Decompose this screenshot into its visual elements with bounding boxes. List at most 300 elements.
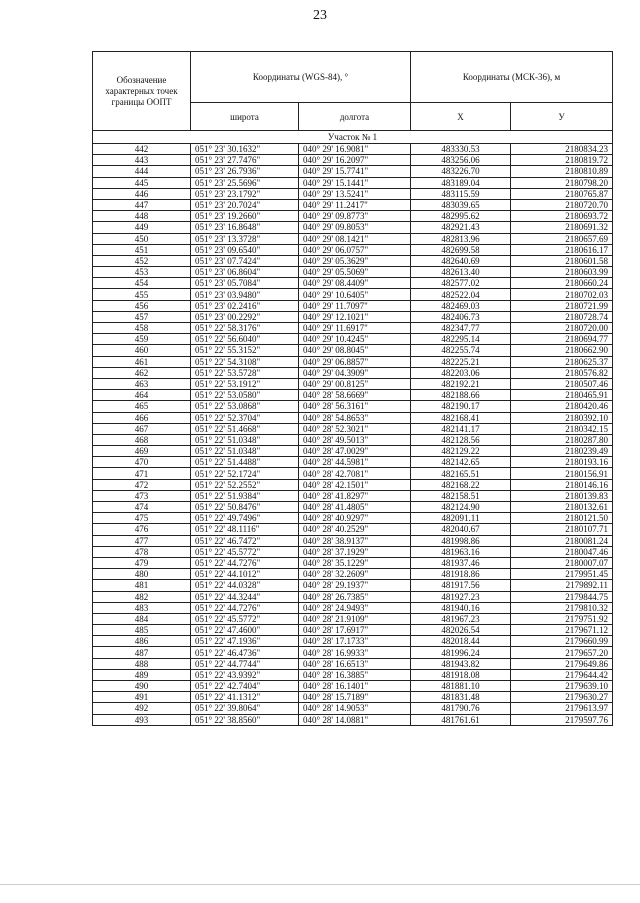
longitude-cell: 040° 29' 11.2417" [299,199,411,210]
table-row [93,345,613,356]
y-cell: 2180047.46 [511,546,613,557]
latitude-cell: 051° 23' 00.2292" [191,311,299,322]
x-cell: 483115.59 [411,188,511,199]
latitude-cell: 051° 22' 53.1912" [191,378,299,389]
y-cell: 2180728.74 [511,311,613,322]
longitude-cell: 040° 28' 26.7385" [299,591,411,602]
y-cell: 2179671.12 [511,625,613,636]
table-row [93,591,613,602]
longitude-cell: 040° 29' 11.6917" [299,323,411,334]
y-cell: 2179892.11 [511,580,613,591]
longitude-cell: 040° 28' 15.7189" [299,692,411,703]
y-cell: 2180601.58 [511,255,613,266]
latitude-cell: 051° 22' 45.5772" [191,546,299,557]
y-cell: 2179657.20 [511,647,613,658]
longitude-cell: 040° 29' 15.7741" [299,166,411,177]
x-cell: 481831.48 [411,692,511,703]
y-cell: 2180507.46 [511,378,613,389]
x-cell: 482469.03 [411,300,511,311]
y-cell: 2180603.99 [511,267,613,278]
x-cell: 482522.04 [411,289,511,300]
x-cell: 481918.86 [411,569,511,580]
table-row [93,289,613,300]
latitude-cell: 051° 22' 44.7276" [191,557,299,568]
latitude-cell: 051° 22' 52.1724" [191,468,299,479]
y-cell: 2180007.07 [511,557,613,568]
y-cell: 2180420.46 [511,401,613,412]
table-row [93,681,613,692]
point-number-cell: 466 [93,412,191,423]
header-longitude: долгота [299,103,411,131]
point-number-cell: 457 [93,311,191,322]
latitude-cell: 051° 22' 44.7744" [191,658,299,669]
y-cell: 2180691.32 [511,222,613,233]
header-point-designation: Обозначение характерных точек границы ООПТ [93,52,191,131]
y-cell: 2180193.16 [511,457,613,468]
latitude-cell: 051° 22' 38.8560" [191,714,299,725]
point-number-cell: 449 [93,222,191,233]
longitude-cell: 040° 29' 10.4245" [299,334,411,345]
y-cell: 2179844.75 [511,591,613,602]
x-cell: 481937.46 [411,557,511,568]
longitude-cell: 040° 28' 24.9493" [299,602,411,613]
x-cell: 482158.51 [411,490,511,501]
table-row [93,378,613,389]
table-row [93,692,613,703]
latitude-cell: 051° 23' 09.6540" [191,244,299,255]
latitude-cell: 051° 22' 41.1312" [191,692,299,703]
point-number-cell: 448 [93,211,191,222]
point-number-cell: 473 [93,490,191,501]
longitude-cell: 040° 28' 52.3021" [299,423,411,434]
point-number-cell: 481 [93,580,191,591]
longitude-cell: 040° 29' 08.4409" [299,278,411,289]
table-row [93,300,613,311]
longitude-cell: 040° 28' 40.9297" [299,513,411,524]
point-number-cell: 442 [93,144,191,155]
table-row [93,434,613,445]
x-cell: 482295.14 [411,334,511,345]
y-cell: 2180156.91 [511,468,613,479]
point-number-cell: 469 [93,446,191,457]
longitude-cell: 040° 28' 49.5013" [299,434,411,445]
y-cell: 2180121.50 [511,513,613,524]
point-number-cell: 461 [93,356,191,367]
longitude-cell: 040° 28' 17.1733" [299,636,411,647]
point-number-cell: 454 [93,278,191,289]
x-cell: 481996.24 [411,647,511,658]
table-row [93,613,613,624]
table-row [93,278,613,289]
longitude-cell: 040° 28' 16.6513" [299,658,411,669]
point-number-cell: 445 [93,177,191,188]
point-number-cell: 475 [93,513,191,524]
x-cell: 482124.90 [411,502,511,513]
point-number-cell: 480 [93,569,191,580]
point-number-cell: 463 [93,378,191,389]
latitude-cell: 051° 23' 07.7424" [191,255,299,266]
section-title: Участок № 1 [93,131,613,144]
longitude-cell: 040° 28' 54.8653" [299,412,411,423]
latitude-cell: 051° 23' 20.7024" [191,199,299,210]
table-row [93,367,613,378]
x-cell: 482640.69 [411,255,511,266]
x-cell: 481943.82 [411,658,511,669]
x-cell: 482699.58 [411,244,511,255]
longitude-cell: 040° 28' 56.3161" [299,401,411,412]
longitude-cell: 040° 28' 42.7081" [299,468,411,479]
longitude-cell: 040° 29' 08.1421" [299,233,411,244]
point-number-cell: 453 [93,267,191,278]
latitude-cell: 051° 22' 51.0348" [191,446,299,457]
table-row [93,569,613,580]
longitude-cell: 040° 29' 16.9081" [299,144,411,155]
y-cell: 2179810.32 [511,602,613,613]
latitude-cell: 051° 22' 55.3152" [191,345,299,356]
point-number-cell: 489 [93,669,191,680]
longitude-cell: 040° 29' 05.5069" [299,267,411,278]
y-cell: 2179649.86 [511,658,613,669]
point-number-cell: 464 [93,390,191,401]
x-cell: 482128.56 [411,434,511,445]
latitude-cell: 051° 22' 53.5728" [191,367,299,378]
latitude-cell: 051° 22' 51.4668" [191,423,299,434]
longitude-cell: 040° 28' 47.0029" [299,446,411,457]
longitude-cell: 040° 28' 42.1501" [299,479,411,490]
x-cell: 482091.11 [411,513,511,524]
latitude-cell: 051° 23' 03.9480" [191,289,299,300]
longitude-cell: 040° 28' 35.1229" [299,557,411,568]
latitude-cell: 051° 23' 26.7936" [191,166,299,177]
y-cell: 2180132.61 [511,502,613,513]
latitude-cell: 051° 22' 53.0580" [191,390,299,401]
header-wgs84: Координаты (WGS-84), ° [191,52,411,103]
x-cell: 482142.65 [411,457,511,468]
x-cell: 482190.17 [411,401,511,412]
point-number-cell: 451 [93,244,191,255]
x-cell: 482026.54 [411,625,511,636]
table-row [93,446,613,457]
longitude-cell: 040° 29' 04.3909" [299,367,411,378]
latitude-cell: 051° 22' 52.3704" [191,412,299,423]
x-cell: 481940.16 [411,602,511,613]
table-row [93,412,613,423]
header-msk36: Координаты (МСК-36), м [411,52,613,103]
x-cell: 482255.74 [411,345,511,356]
latitude-cell: 051° 22' 51.4488" [191,457,299,468]
y-cell: 2180625.37 [511,356,613,367]
latitude-cell: 051° 23' 02.2416" [191,300,299,311]
latitude-cell: 051° 23' 16.8648" [191,222,299,233]
footer-divider [0,884,640,885]
table-row [93,423,613,434]
table-row [93,524,613,535]
longitude-cell: 040° 28' 41.8297" [299,490,411,501]
latitude-cell: 051° 22' 51.0348" [191,434,299,445]
point-number-cell: 443 [93,155,191,166]
table-row [93,244,613,255]
x-cell: 482225.21 [411,356,511,367]
latitude-cell: 051° 23' 25.5696" [191,177,299,188]
point-number-cell: 444 [93,166,191,177]
point-number-cell: 455 [93,289,191,300]
header-row-1 [93,52,613,103]
x-cell: 482018.44 [411,636,511,647]
y-cell: 2180765.87 [511,188,613,199]
longitude-cell: 040° 29' 06.8857" [299,356,411,367]
x-cell: 482406.73 [411,311,511,322]
point-number-cell: 485 [93,625,191,636]
x-cell: 483189.04 [411,177,511,188]
point-number-cell: 468 [93,434,191,445]
x-cell: 481998.86 [411,535,511,546]
header-x: X [411,103,511,131]
longitude-cell: 040° 29' 11.7097" [299,300,411,311]
latitude-cell: 051° 22' 48.1116" [191,524,299,535]
y-cell: 2180720.70 [511,199,613,210]
y-cell: 2180287.80 [511,434,613,445]
x-cell: 481881.10 [411,681,511,692]
latitude-cell: 051° 23' 06.8604" [191,267,299,278]
table-row [93,457,613,468]
y-cell: 2180660.24 [511,278,613,289]
table-row [93,535,613,546]
y-cell: 2180616.17 [511,244,613,255]
y-cell: 2179613.97 [511,703,613,714]
point-number-cell: 490 [93,681,191,692]
y-cell: 2180721.99 [511,300,613,311]
table-row [93,323,613,334]
point-number-cell: 460 [93,345,191,356]
longitude-cell: 040° 28' 17.6917" [299,625,411,636]
x-cell: 482813.96 [411,233,511,244]
point-number-cell: 492 [93,703,191,714]
latitude-cell: 051° 23' 13.3728" [191,233,299,244]
table-row [93,513,613,524]
table-row [93,311,613,322]
section-row [93,131,613,144]
table-row [93,468,613,479]
longitude-cell: 040° 28' 32.2609" [299,569,411,580]
longitude-cell: 040° 28' 14.0881" [299,714,411,725]
latitude-cell: 051° 23' 30.1632" [191,144,299,155]
latitude-cell: 051° 22' 42.7404" [191,681,299,692]
x-cell: 482347.77 [411,323,511,334]
latitude-cell: 051° 22' 54.3108" [191,356,299,367]
x-cell: 481967.23 [411,613,511,624]
point-number-cell: 472 [93,479,191,490]
x-cell: 482141.17 [411,423,511,434]
point-number-cell: 465 [93,401,191,412]
y-cell: 2180342.15 [511,423,613,434]
x-cell: 482168.22 [411,479,511,490]
point-number-cell: 477 [93,535,191,546]
table-row [93,502,613,513]
point-number-cell: 474 [93,502,191,513]
longitude-cell: 040° 29' 16.2097" [299,155,411,166]
x-cell: 483330.53 [411,144,511,155]
point-number-cell: 479 [93,557,191,568]
x-cell: 481917.56 [411,580,511,591]
point-number-cell: 462 [93,367,191,378]
table-body [93,131,613,726]
table-row [93,602,613,613]
longitude-cell: 040° 29' 08.8045" [299,345,411,356]
point-number-cell: 486 [93,636,191,647]
x-cell: 481790.76 [411,703,511,714]
table-row [93,714,613,725]
latitude-cell: 051° 22' 44.7276" [191,602,299,613]
longitude-cell: 040° 29' 09.8773" [299,211,411,222]
x-cell: 483039.65 [411,199,511,210]
latitude-cell: 051° 22' 47.4600" [191,625,299,636]
table-row [93,647,613,658]
table-row [93,233,613,244]
point-number-cell: 491 [93,692,191,703]
x-cell: 483226.70 [411,166,511,177]
x-cell: 481963.16 [411,546,511,557]
longitude-cell: 040° 28' 37.1929" [299,546,411,557]
latitude-cell: 051° 22' 44.0328" [191,580,299,591]
y-cell: 2180694.77 [511,334,613,345]
latitude-cell: 051° 23' 23.1792" [191,188,299,199]
longitude-cell: 040° 29' 06.0757" [299,244,411,255]
table-row [93,199,613,210]
point-number-cell: 467 [93,423,191,434]
table-row [93,222,613,233]
longitude-cell: 040° 29' 13.5241" [299,188,411,199]
header-y: У [511,103,613,131]
latitude-cell: 051° 22' 51.9384" [191,490,299,501]
longitude-cell: 040° 28' 16.9933" [299,647,411,658]
longitude-cell: 040° 28' 14.9053" [299,703,411,714]
longitude-cell: 040° 28' 16.1401" [299,681,411,692]
y-cell: 2179630.27 [511,692,613,703]
table-row [93,155,613,166]
y-cell: 2180239.49 [511,446,613,457]
table-row [93,546,613,557]
point-number-cell: 487 [93,647,191,658]
latitude-cell: 051° 22' 43.9392" [191,669,299,680]
table-row [93,267,613,278]
x-cell: 481761.61 [411,714,511,725]
y-cell: 2180662.90 [511,345,613,356]
point-number-cell: 484 [93,613,191,624]
latitude-cell: 051° 22' 50.8476" [191,502,299,513]
header-latitude: широта [191,103,299,131]
table-row [93,390,613,401]
latitude-cell: 051° 22' 58.3176" [191,323,299,334]
x-cell: 483256.06 [411,155,511,166]
table-row [93,658,613,669]
latitude-cell: 051° 22' 44.3244" [191,591,299,602]
y-cell: 2180693.72 [511,211,613,222]
y-cell: 2179951.45 [511,569,613,580]
longitude-cell: 040° 29' 05.3629" [299,255,411,266]
y-cell: 2180107.71 [511,524,613,535]
point-number-cell: 482 [93,591,191,602]
x-cell: 482165.51 [411,468,511,479]
latitude-cell: 051° 23' 27.7476" [191,155,299,166]
point-number-cell: 458 [93,323,191,334]
x-cell: 481918.08 [411,669,511,680]
y-cell: 2179644.42 [511,669,613,680]
longitude-cell: 040° 28' 58.6669" [299,390,411,401]
y-cell: 2180720.00 [511,323,613,334]
x-cell: 482577.02 [411,278,511,289]
latitude-cell: 051° 22' 52.2552" [191,479,299,490]
x-cell: 482188.66 [411,390,511,401]
longitude-cell: 040° 28' 38.9137" [299,535,411,546]
latitude-cell: 051° 22' 56.6040" [191,334,299,345]
point-number-cell: 478 [93,546,191,557]
y-cell: 2180657.69 [511,233,613,244]
longitude-cell: 040° 29' 00.8125" [299,378,411,389]
latitude-cell: 051° 22' 46.4736" [191,647,299,658]
latitude-cell: 051° 22' 47.1936" [191,636,299,647]
table-row [93,188,613,199]
x-cell: 482995.62 [411,211,511,222]
latitude-cell: 051° 22' 49.7496" [191,513,299,524]
x-cell: 482203.06 [411,367,511,378]
table-row [93,669,613,680]
longitude-cell: 040° 28' 41.4805" [299,502,411,513]
longitude-cell: 040° 29' 09.8053" [299,222,411,233]
table-row [93,255,613,266]
point-number-cell: 452 [93,255,191,266]
x-cell: 481927.23 [411,591,511,602]
table-row [93,636,613,647]
longitude-cell: 040° 28' 16.3885" [299,669,411,680]
latitude-cell: 051° 22' 45.5772" [191,613,299,624]
y-cell: 2180819.72 [511,155,613,166]
latitude-cell: 051° 22' 44.1012" [191,569,299,580]
x-cell: 482040.67 [411,524,511,535]
longitude-cell: 040° 28' 21.9109" [299,613,411,624]
latitude-cell: 051° 23' 05.7084" [191,278,299,289]
x-cell: 482613.40 [411,267,511,278]
point-number-cell: 471 [93,468,191,479]
longitude-cell: 040° 28' 44.5981" [299,457,411,468]
y-cell: 2179597.76 [511,714,613,725]
table-row [93,356,613,367]
table-row [93,703,613,714]
table-row [93,625,613,636]
point-number-cell: 483 [93,602,191,613]
point-number-cell: 459 [93,334,191,345]
y-cell: 2180576.82 [511,367,613,378]
point-number-cell: 488 [93,658,191,669]
table-row [93,211,613,222]
point-number-cell: 493 [93,714,191,725]
y-cell: 2180810.89 [511,166,613,177]
y-cell: 2180798.20 [511,177,613,188]
latitude-cell: 051° 22' 46.7472" [191,535,299,546]
y-cell: 2180146.16 [511,479,613,490]
x-cell: 482192.21 [411,378,511,389]
x-cell: 482168.41 [411,412,511,423]
y-cell: 2179751.92 [511,613,613,624]
table-row [93,479,613,490]
point-number-cell: 446 [93,188,191,199]
point-number-cell: 447 [93,199,191,210]
page-number: 23 [313,8,327,23]
y-cell: 2180139.83 [511,490,613,501]
table-row [93,401,613,412]
table-row [93,557,613,568]
latitude-cell: 051° 23' 19.2660" [191,211,299,222]
longitude-cell: 040° 29' 10.6405" [299,289,411,300]
